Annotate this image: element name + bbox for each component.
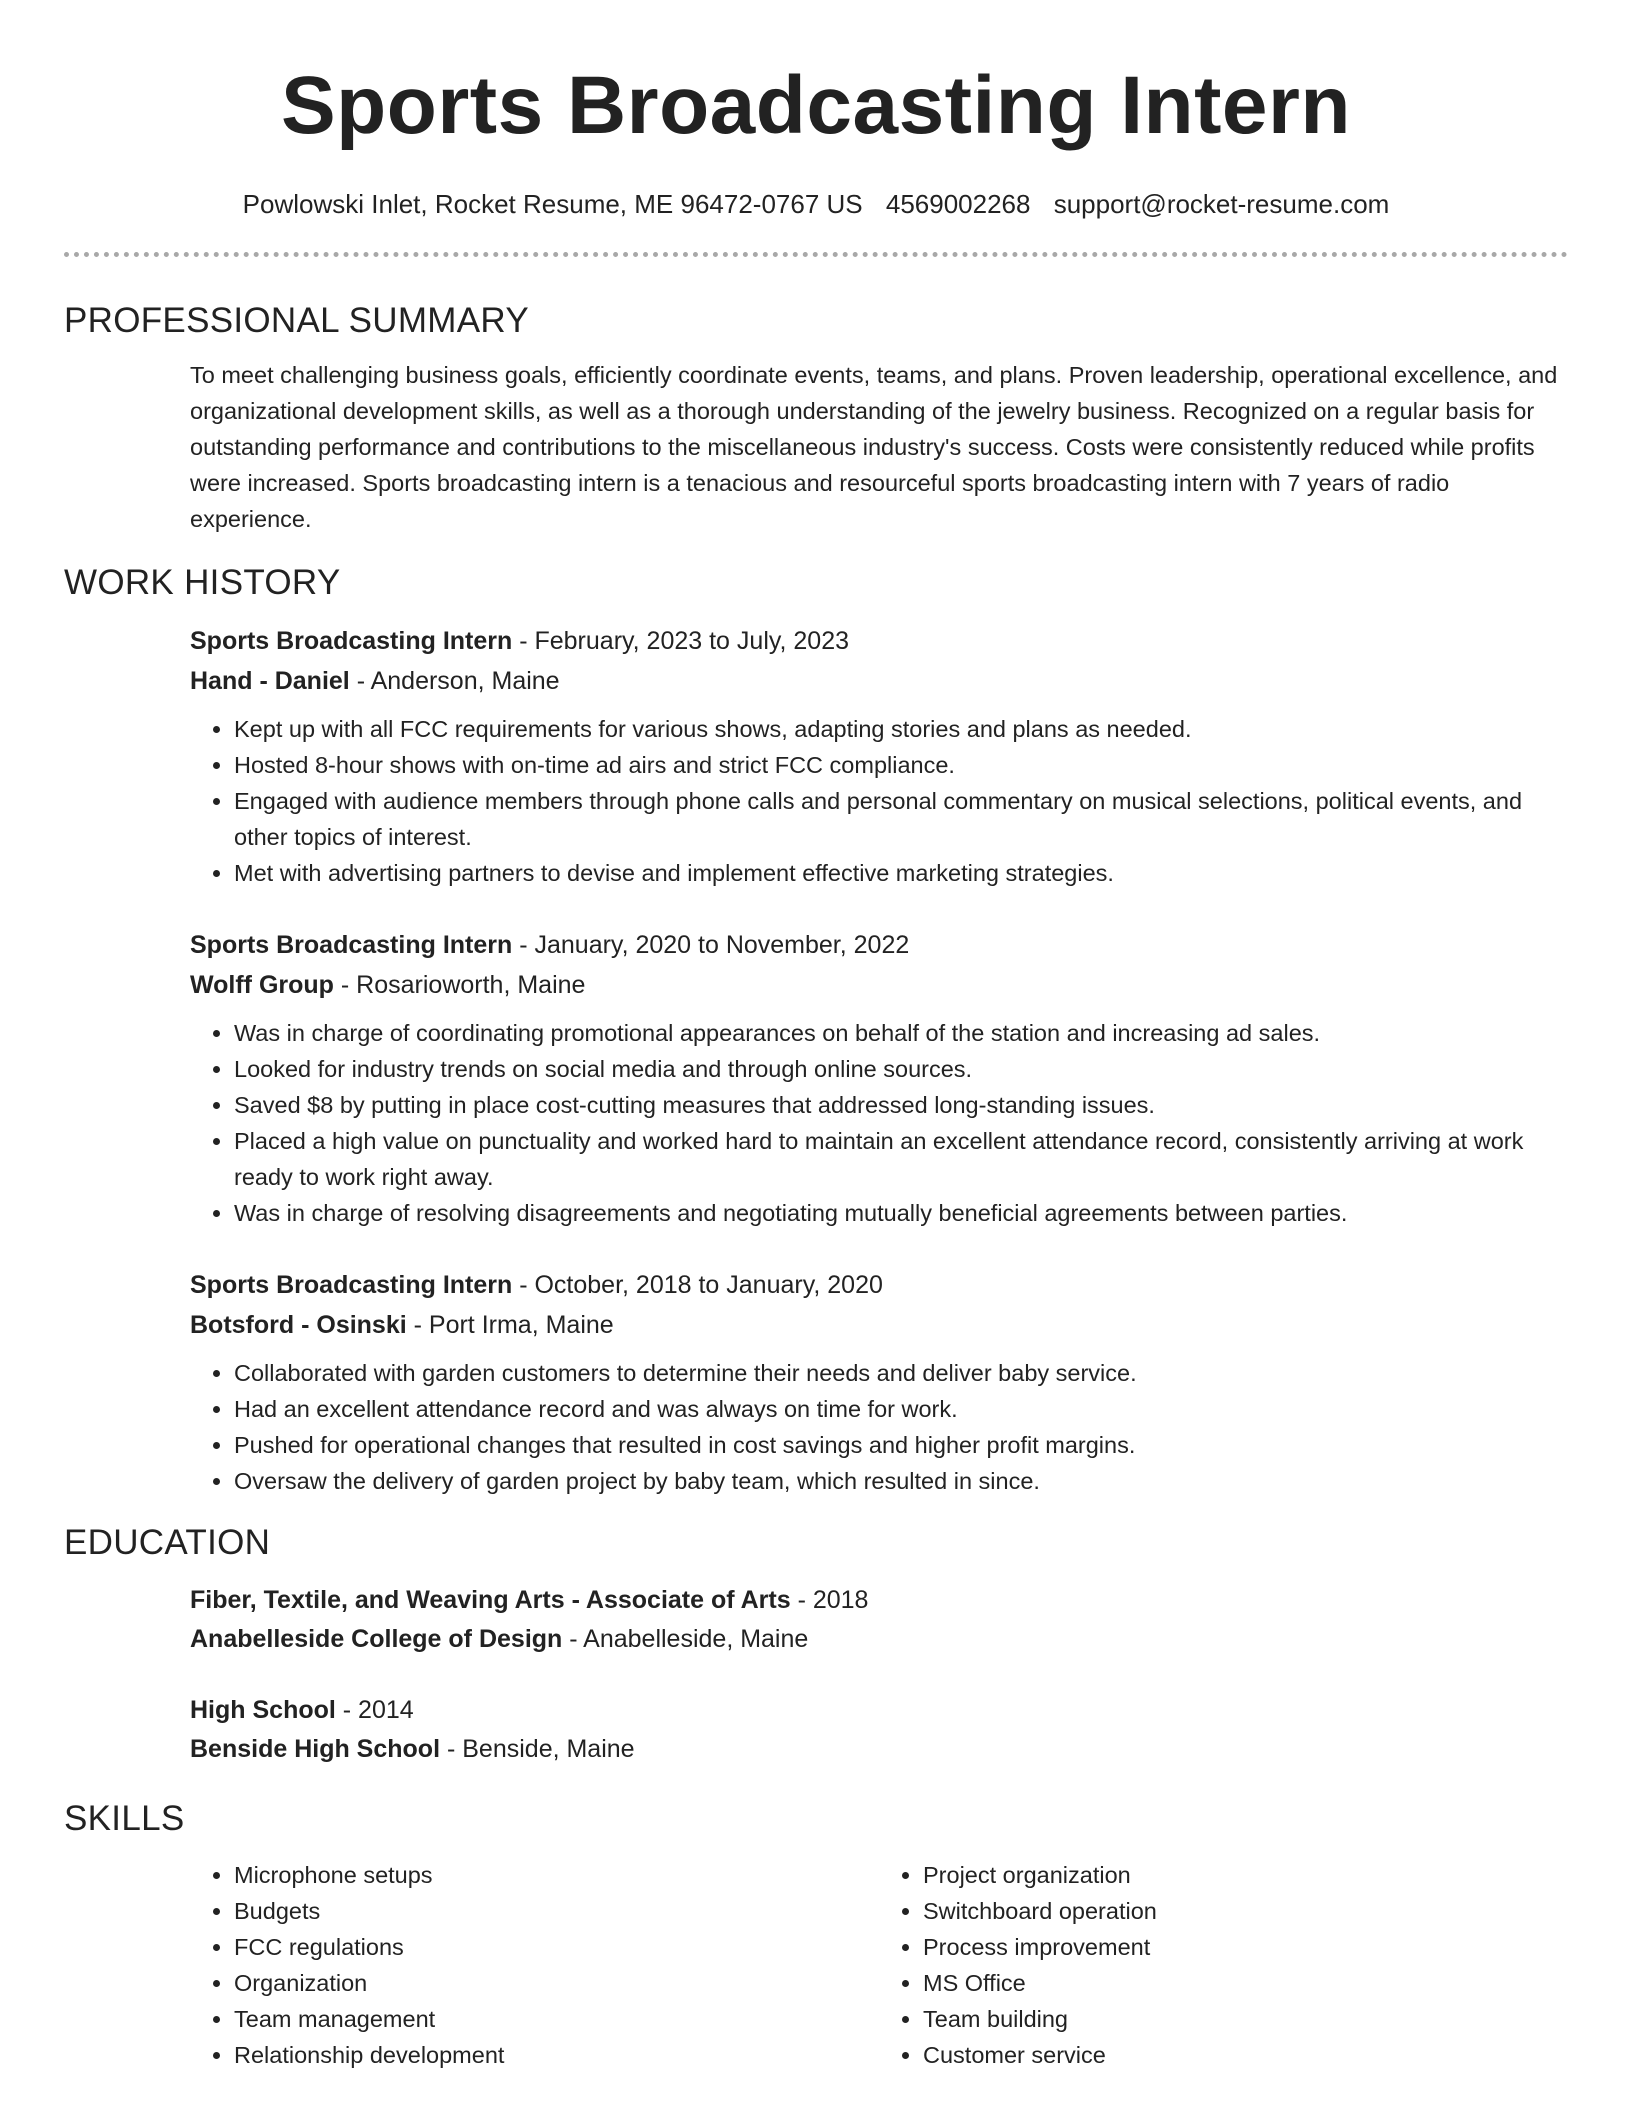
education-school: Anabelleside College of Design [190,1625,563,1653]
candidate-name: Sports Broadcasting Intern [280,60,1352,151]
job-company-line [190,1305,1568,1345]
work-section [64,563,1568,1499]
skills-body [190,1857,1568,2073]
list-item: • Budgets [234,1893,879,1929]
job-location: - Anderson, Maine [349,667,560,695]
list-item: • Microphone setups [234,1857,879,1893]
list-item: • Met with advertising partners to devise and implement effective marketing strategies. [234,855,1568,891]
job-title-line [190,925,1568,965]
header-divider [64,252,1568,257]
list-item: • Team building [923,2001,1568,2037]
education-title: EDUCATION [64,1523,271,1562]
job-company: Wolff Group [190,971,334,999]
list-item: • Switchboard operation [923,1893,1568,1929]
job-entry [190,925,1568,1231]
job-entry [190,621,1568,891]
job-entry [190,1265,1568,1499]
skills-column-left [190,1857,879,2073]
list-item: • Pushed for operational changes that resulted in cost savings and higher profit margins. [234,1427,1568,1463]
education-location: - Anabelleside, Maine [562,1625,809,1653]
contact-line [0,188,1632,220]
job-role: Sports Broadcasting Intern [190,1271,513,1299]
education-year: - 2014 [335,1696,414,1724]
education-year: - 2018 [790,1586,869,1614]
job-dates: - February, 2023 to July, 2023 [512,627,850,655]
list-item: • Process improvement [923,1929,1568,1965]
job-bullets [190,711,1568,891]
education-degree: Fiber, Textile, and Weaving Arts - Associate of Arts [190,1586,791,1614]
list-item: • Relationship development [234,2037,879,2073]
list-item: • Looked for industry trends on social media and through online sources. [234,1051,1568,1087]
list-item: • Was in charge of coordinating promotional appearances on behalf of the station and increasing ad sales. [234,1015,1568,1051]
summary-text: To meet challenging business goals, efficiently coordinate events, teams, and plans. Proven leadership, operational excellence, and organizational development skills, as well as a thorough understanding of the jewelry business. Recognized on a regular basis for outstanding performance and contributions to the miscellaneous industry's success. Costs were consistently reduced while profits were increased. Sports broadcasting intern is a tenacious and resourceful sports broadcasting intern with 7 years of radio experience. [190,362,1558,532]
education-entry [190,1581,1568,1659]
job-bullets [190,1355,1568,1499]
job-location: - Rosarioworth, Maine [333,971,586,999]
job-company-line [190,965,1568,1005]
skills-column-right [879,1857,1568,2073]
list-item: • Project organization [923,1857,1568,1893]
list-item: • Hosted 8-hour shows with on-time ad airs and strict FCC compliance. [234,747,1568,783]
job-company: Hand - Daniel [190,667,350,695]
education-entry [190,1691,1568,1769]
education-school-line [190,1620,1568,1659]
list-item: • MS Office [923,1965,1568,2001]
education-body [190,1581,1568,1769]
list-item: • Placed a high value on punctuality and worked hard to maintain an excellent attendance record, consistently arriving at work ready to work right away. [234,1123,1568,1195]
job-title-line [190,1265,1568,1305]
summary-section [64,301,1568,537]
education-location: - Benside, Maine [440,1735,635,1763]
list-item: • Customer service [923,2037,1568,2073]
list-item: • Had an excellent attendance record and was always on time for work. [234,1391,1568,1427]
list-item: • Team management [234,2001,879,2037]
contact-address: Powlowski Inlet, Rocket Resume, ME 96472-0767 US [242,189,863,219]
education-degree-line [190,1581,1568,1620]
list-item: • Kept up with all FCC requirements for various shows, adapting stories and plans as needed. [234,711,1568,747]
job-title-line [190,621,1568,661]
job-role: Sports Broadcasting Intern [190,627,513,655]
contact-email[interactable]: support@rocket-resume.com [1053,189,1390,219]
list-item: • Saved $8 by putting in place cost-cutting measures that addressed long-standing issues. [234,1087,1568,1123]
job-dates: - January, 2020 to November, 2022 [512,931,910,959]
list-item: • FCC regulations [234,1929,879,1965]
education-school: Benside High School [190,1735,441,1763]
education-school-line [190,1730,1568,1769]
skills-title: SKILLS [64,1799,185,1838]
list-item: • Engaged with audience members through phone calls and personal commentary on musical selections, political events, and other topics of interest. [234,783,1568,855]
job-dates: - October, 2018 to January, 2020 [512,1271,883,1299]
list-item: • Collaborated with garden customers to determine their needs and deliver baby service. [234,1355,1568,1391]
job-role: Sports Broadcasting Intern [190,931,513,959]
job-company-line [190,661,1568,701]
list-item: • Organization [234,1965,879,2001]
work-title: WORK HISTORY [64,563,341,602]
education-section [64,1523,1568,1769]
education-degree: High School [190,1696,336,1724]
job-location: - Port Irma, Maine [406,1311,614,1339]
contact-phone: 4569002268 [885,189,1031,219]
list-item: • Was in charge of resolving disagreements and negotiating mutually beneficial agreements between parties. [234,1195,1568,1231]
skills-section [64,1799,1568,2073]
list-item: • Oversaw the delivery of garden project by baby team, which resulted in since. [234,1463,1568,1499]
resume-header [0,0,1632,220]
summary-body [190,357,1568,537]
work-body [190,621,1568,1499]
education-degree-line [190,1691,1568,1730]
summary-title: PROFESSIONAL SUMMARY [64,301,529,340]
job-company: Botsford - Osinski [190,1311,407,1339]
job-bullets [190,1015,1568,1231]
